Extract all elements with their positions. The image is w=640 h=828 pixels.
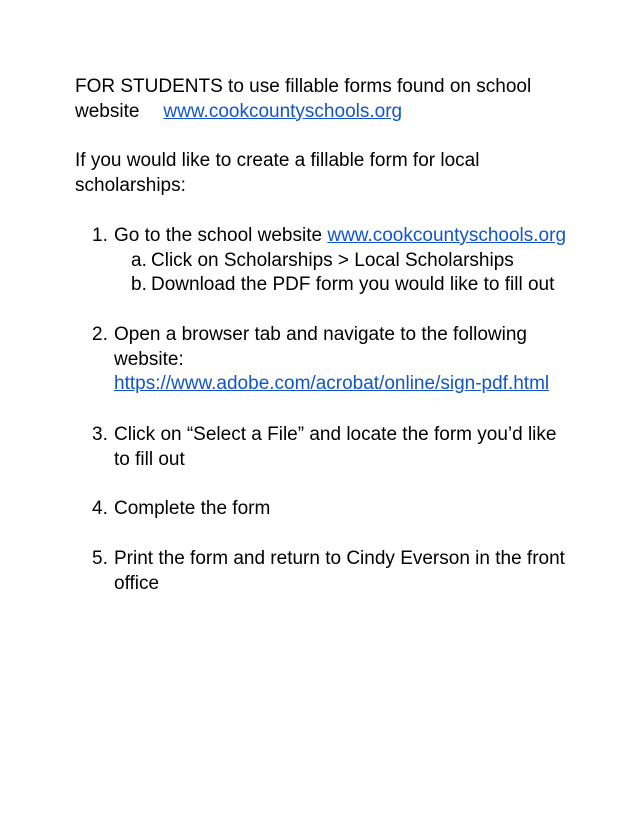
list-item-step-1 (92, 224, 572, 298)
lead-line-1: If you would like to create a fillable form for local (75, 150, 480, 171)
lead-paragraph (75, 149, 575, 198)
substep-letter: a. (131, 249, 147, 271)
step-3-line-2: to fill out (114, 448, 185, 470)
step-2-line-2: website: (114, 348, 184, 370)
step-5-line-2: office (114, 572, 160, 594)
intro-paragraph (75, 75, 575, 124)
list-item-step-5 (92, 547, 572, 596)
intro-line-1: FOR STUDENTS to use fillable forms found on school (75, 76, 532, 97)
list-item-step-3 (92, 423, 572, 472)
substep-a (131, 249, 572, 274)
substep-a-text: Click on Scholarships > Local Scholarships (151, 249, 514, 271)
adobe-sign-pdf-link[interactable]: https://www.adobe.com/acrobat/online/sign-pdf.html (114, 373, 550, 394)
step-5-line-1: Print the form and return to Cindy Everson in the front (114, 548, 565, 569)
step-2-line-1: Open a browser tab and navigate to the following (114, 324, 527, 345)
substep-b (131, 273, 572, 298)
list-item-step-2 (92, 323, 572, 397)
step-number: 4. (92, 498, 108, 519)
step-4-line-1: Complete the form (114, 498, 271, 519)
step-1-text: Go to the school website (114, 225, 328, 246)
substep-letter: b. (131, 274, 147, 295)
lead-line-2: scholarships: (75, 174, 186, 196)
substep-b-text: Download the PDF form you would like to fill out (151, 274, 555, 295)
step-number: 2. (92, 324, 108, 345)
step-number: 5. (92, 548, 108, 569)
intro-website-label: website (75, 100, 140, 122)
step-number: 3. (92, 424, 108, 445)
step-3-line-1: Click on “Select a File” and locate the form you’d like (114, 424, 557, 445)
list-item-step-4 (92, 497, 572, 522)
step-1-school-website-link[interactable]: www.cookcountyschools.org (327, 225, 567, 246)
school-website-link[interactable]: www.cookcountyschools.org (163, 100, 403, 122)
step-number: 1. (92, 225, 108, 246)
intro-line-2 (75, 100, 575, 125)
